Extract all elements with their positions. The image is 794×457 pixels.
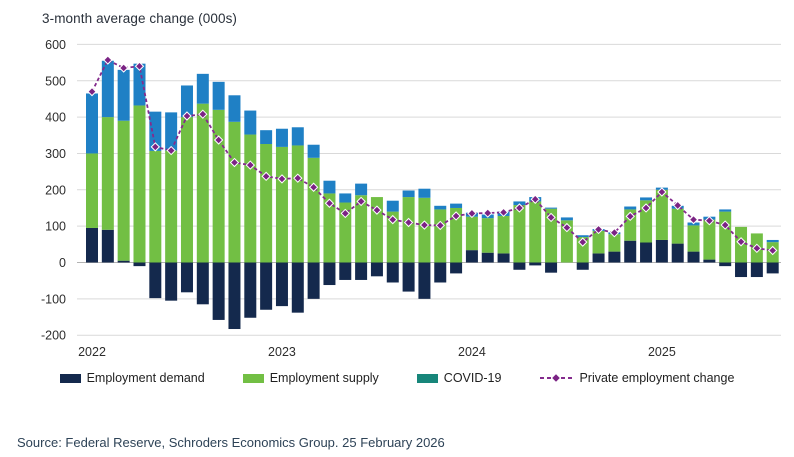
bar-segment-covid-19 [450, 204, 462, 208]
bar-segment-covid-19 [577, 235, 589, 237]
bar-segment-employment-supply [498, 216, 510, 253]
y-axis-tick-label: -100 [40, 292, 66, 307]
bar-segment-employment-demand [102, 230, 114, 263]
source-attribution: Source: Federal Reserve, Schroders Economics Group. 25 February 2026 [17, 435, 445, 450]
bar-segment-employment-supply [688, 225, 700, 251]
bar-segment-employment-demand-negative [197, 263, 209, 305]
bar-segment-covid-19 [165, 112, 177, 150]
bar-segment-covid-19 [292, 127, 304, 145]
bar-segment-employment-demand-negative [355, 263, 367, 280]
x-axis-year-label: 2025 [647, 345, 676, 359]
bar-segment-employment-supply [102, 117, 114, 230]
bar-segment-employment-supply [149, 151, 161, 263]
bar-segment-employment-supply [86, 153, 98, 228]
bar-segment-employment-supply [181, 117, 193, 262]
bar-segment-employment-supply [228, 122, 240, 263]
bar-segment-employment-demand [656, 240, 668, 263]
legend-item-employment-demand [60, 371, 205, 385]
legend-label-covid-19: COVID-19 [443, 371, 502, 385]
y-axis-tick-label: 200 [45, 183, 66, 198]
bar-segment-employment-supply [260, 144, 272, 263]
bar-segment-employment-supply [719, 212, 731, 263]
bar-segment-employment-demand-negative [767, 263, 779, 274]
bar-segment-employment-supply [513, 205, 525, 262]
bar-segment-employment-demand-negative [292, 263, 304, 313]
bar-segment-employment-supply [165, 151, 177, 263]
bar-segment-employment-supply [403, 197, 415, 262]
bar-segment-employment-demand [86, 228, 98, 263]
bar-segment-employment-demand-negative [260, 263, 272, 310]
bar-segment-employment-supply [482, 218, 494, 253]
bar-segment-employment-demand-negative [181, 263, 193, 293]
y-axis-tick-label: 300 [45, 146, 66, 161]
dashed-line-diamond-icon [539, 373, 573, 383]
bar-segment-employment-demand-negative [418, 263, 430, 299]
bar-segment-covid-19 [323, 181, 335, 194]
y-axis-tick-label: 600 [45, 37, 66, 52]
bar-segment-employment-demand-negative [434, 263, 446, 283]
bar-segment-employment-supply [244, 135, 256, 263]
bar-segment-employment-demand-negative [450, 263, 462, 274]
bar-segment-employment-demand-negative [308, 263, 320, 299]
bar-segment-employment-supply [672, 209, 684, 244]
bar-segment-covid-19 [228, 95, 240, 122]
bar-segment-employment-demand [482, 253, 494, 263]
bar-segment-employment-demand-negative [545, 263, 557, 273]
y-axis-tick-label: -200 [40, 328, 66, 343]
bar-segment-covid-19 [118, 70, 130, 121]
legend-label-private-employment-change: Private employment change [579, 371, 735, 385]
bar-segment-employment-demand-negative [133, 263, 145, 267]
private-employment-change-line [92, 60, 773, 250]
bar-segment-employment-supply [434, 209, 446, 262]
bar-segment-employment-demand-negative [276, 263, 288, 307]
bar-segment-covid-19 [624, 207, 636, 210]
bar-segment-employment-demand-negative [751, 263, 763, 278]
bar-segment-employment-demand-negative [339, 263, 351, 280]
bar-segment-employment-demand-negative [403, 263, 415, 292]
bar-segment-covid-19 [339, 193, 351, 202]
bar-segment-covid-19 [418, 189, 430, 198]
bar-segment-covid-19 [244, 111, 256, 135]
bar-segment-covid-19 [86, 93, 98, 153]
bar-segment-employment-demand [624, 241, 636, 263]
bar-segment-employment-supply [466, 217, 478, 250]
bar-segment-employment-demand-negative [213, 263, 225, 320]
bar-segment-employment-supply [418, 198, 430, 263]
bar-segment-employment-demand [118, 261, 130, 263]
bar-segment-employment-supply [276, 147, 288, 263]
bar-segment-covid-19 [545, 208, 557, 209]
legend-item-covid-19 [417, 371, 502, 385]
legend-item-employment-supply [243, 371, 379, 385]
bar-segment-employment-demand-negative [735, 263, 747, 278]
bar-segment-employment-demand-negative [387, 263, 399, 283]
x-axis-year-label: 2023 [268, 345, 296, 359]
bar-segment-covid-19 [767, 240, 779, 242]
chart-legend [0, 369, 794, 387]
bar-segment-employment-supply [703, 220, 715, 260]
y-axis-tick-label: 400 [45, 110, 66, 125]
bar-segment-employment-demand-negative [371, 263, 383, 277]
y-axis-tick-label: 100 [45, 219, 66, 234]
bar-segment-employment-demand [688, 252, 700, 263]
bar-segment-employment-supply [529, 201, 541, 262]
chart-title: 3-month average change (000s) [42, 11, 238, 26]
bar-segment-covid-19 [561, 217, 573, 220]
bar-segment-covid-19 [719, 209, 731, 211]
bar-segment-covid-19 [197, 74, 209, 104]
x-axis-year-label: 2022 [78, 345, 106, 359]
legend-label-employment-demand: Employment demand [86, 371, 205, 385]
bar-segment-covid-19 [276, 129, 288, 147]
bar-segment-employment-demand-negative [719, 263, 731, 267]
bar-segment-covid-19 [387, 201, 399, 212]
bar-segment-covid-19 [403, 191, 415, 198]
y-axis-tick-label: 0 [59, 256, 66, 270]
y-axis-tick-label: 500 [45, 74, 66, 89]
bar-segment-employment-supply [308, 158, 320, 263]
bar-segment-employment-demand [498, 253, 510, 262]
bar-segment-employment-supply [292, 145, 304, 262]
x-axis-year-label: 2024 [458, 345, 486, 359]
legend-item-private-employment-change [539, 371, 734, 385]
bar-segment-employment-demand-negative [577, 263, 589, 270]
bar-segment-employment-supply [593, 231, 605, 254]
bar-segment-covid-19 [434, 206, 446, 210]
bar-segment-covid-19 [355, 184, 367, 196]
bar-segment-employment-supply [197, 104, 209, 263]
legend-label-employment-supply: Employment supply [269, 371, 379, 385]
bar-segment-covid-19 [213, 82, 225, 110]
bar-segment-covid-19 [308, 145, 320, 158]
bar-segment-employment-demand [593, 253, 605, 262]
bar-segment-employment-demand [608, 252, 620, 263]
bar-segment-employment-demand [640, 243, 652, 263]
bar-segment-employment-demand-negative [228, 263, 240, 330]
employment-demand-swatch-icon [60, 374, 81, 383]
bar-segment-employment-supply [133, 105, 145, 262]
bar-segment-employment-demand-negative [513, 263, 525, 270]
bar-segment-employment-demand [672, 244, 684, 263]
bar-segment-employment-demand-negative [323, 263, 335, 286]
bar-segment-employment-demand [703, 260, 715, 263]
bar-segment-employment-demand-negative [244, 263, 256, 318]
bar-segment-covid-19 [260, 130, 272, 144]
employment-supply-swatch-icon [243, 374, 264, 383]
bar-segment-employment-demand-negative [529, 263, 541, 266]
covid-19-swatch-icon [417, 374, 438, 383]
bar-segment-covid-19 [640, 197, 652, 200]
bar-segment-employment-demand-negative [165, 263, 177, 301]
bar-segment-employment-demand [466, 250, 478, 262]
bar-segment-employment-supply [118, 121, 130, 261]
bar-segment-employment-demand-negative [149, 263, 161, 299]
